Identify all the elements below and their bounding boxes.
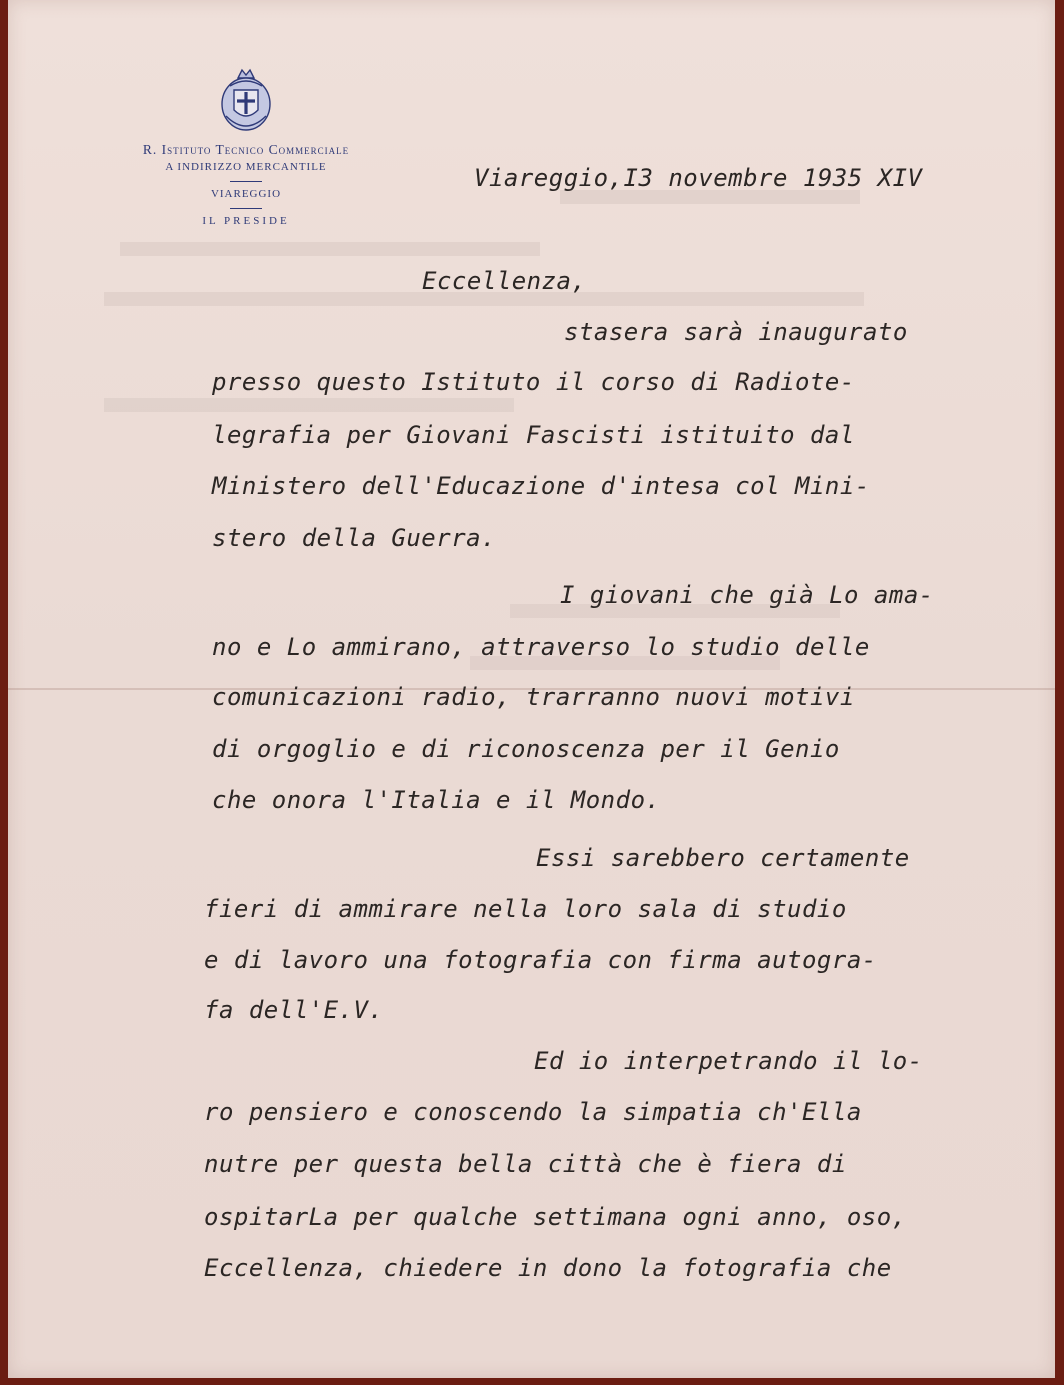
body-line: Ed io interpetrando il lo- (534, 1047, 923, 1075)
body-line: e di lavoro una fotografia con firma autogra- (204, 946, 877, 974)
body-line: ro pensiero e conoscendo la simpatia ch'Ella (204, 1098, 862, 1126)
body-line: Ministero dell'Educazione d'intesa col Mini- (212, 472, 870, 500)
letterhead (56, 66, 436, 227)
body-line: di orgoglio e di riconoscenza per il Genio (212, 735, 840, 763)
body-line: no e Lo ammirano, attraverso lo studio delle (212, 633, 870, 661)
body-line: ospitarLa per qualche settimana ogni anno, oso, (204, 1203, 907, 1231)
body-line: Eccellenza, chiedere in dono la fotografia che (204, 1254, 892, 1282)
royal-crest-icon (216, 66, 276, 138)
show-through-mark (104, 398, 514, 412)
body-line: legrafia per Giovani Fascisti istituito dal (212, 421, 855, 449)
letterhead-subtitle: A INDIRIZZO MERCANTILE (165, 161, 327, 173)
body-line: presso questo Istituto il corso di Radiote- (212, 368, 855, 396)
body-line: nutre per questa bella città che è fiera di (204, 1150, 847, 1178)
salutation: Eccellenza, (422, 267, 587, 295)
letterhead-city: VIAREGGIO (210, 188, 282, 200)
letterhead-divider (230, 208, 262, 209)
body-line: stero della Guerra. (212, 524, 497, 552)
body-line: comunicazioni radio, trarranno nuovi motivi (212, 683, 855, 711)
letterhead-divider (230, 181, 262, 182)
body-line: I giovani che già Lo ama- (560, 581, 934, 609)
letterhead-institute-name: R. Istituto Tecnico Commerciale (142, 142, 350, 157)
body-line: Essi sarebbero certamente (536, 844, 910, 872)
body-line: fa dell'E.V. (204, 996, 384, 1024)
show-through-mark (120, 242, 540, 256)
body-line: fieri di ammirare nella loro sala di studio (204, 895, 847, 923)
date-line: Viareggio,I3 novembre 1935 XIV (474, 164, 923, 192)
show-through-mark (560, 190, 860, 204)
body-line: stasera sarà inaugurato (564, 318, 908, 346)
letterhead-role: IL PRESIDE (202, 215, 290, 227)
body-line: che onora l'Italia e il Mondo. (212, 786, 661, 814)
